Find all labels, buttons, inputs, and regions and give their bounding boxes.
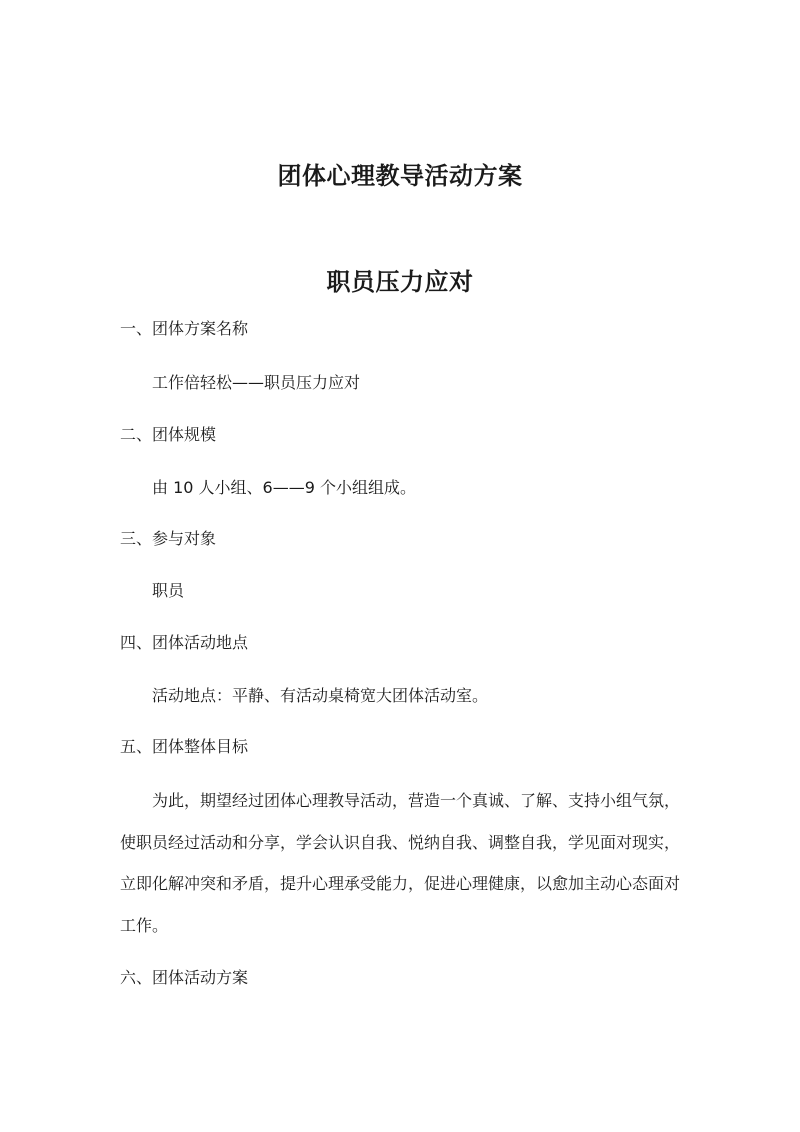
section-paragraph-line: 工作。 (120, 916, 169, 935)
document-subtitle: 职员压力应对 (326, 268, 474, 296)
section-heading-3: 三、参与对象 (120, 529, 217, 548)
section-paragraph-line: 使职员经过活动和分享，学会认识自我、悦纳自我、调整自我，学见面对现实， (120, 833, 681, 852)
section-content-4: 活动地点：平静、有活动桌椅宽大团体活动室。 (152, 686, 489, 705)
section-paragraph-line: 为此，期望经过团体心理教导活动，营造一个真诚、了解、支持小组气氛， (152, 791, 681, 810)
section-heading-6: 六、团体活动方案 (120, 968, 249, 987)
section-paragraph-line: 立即化解冲突和矛盾，提升心理承受能力，促进心理健康，以愈加主动心态面对 (120, 874, 681, 893)
section-heading-4: 四、团体活动地点 (120, 633, 249, 652)
section-heading-2: 二、团体规模 (120, 425, 217, 444)
section-content-1: 工作倍轻松——职员压力应对 (152, 373, 361, 392)
section-content-3: 职员 (152, 581, 185, 600)
document-title: 团体心理教导活动方案 (277, 162, 523, 190)
section-heading-1: 一、团体方案名称 (120, 319, 249, 338)
section-heading-5: 五、团体整体目标 (120, 737, 249, 756)
section-content-2: 由 10 人小组、6——9 个小组组成。 (152, 478, 416, 497)
